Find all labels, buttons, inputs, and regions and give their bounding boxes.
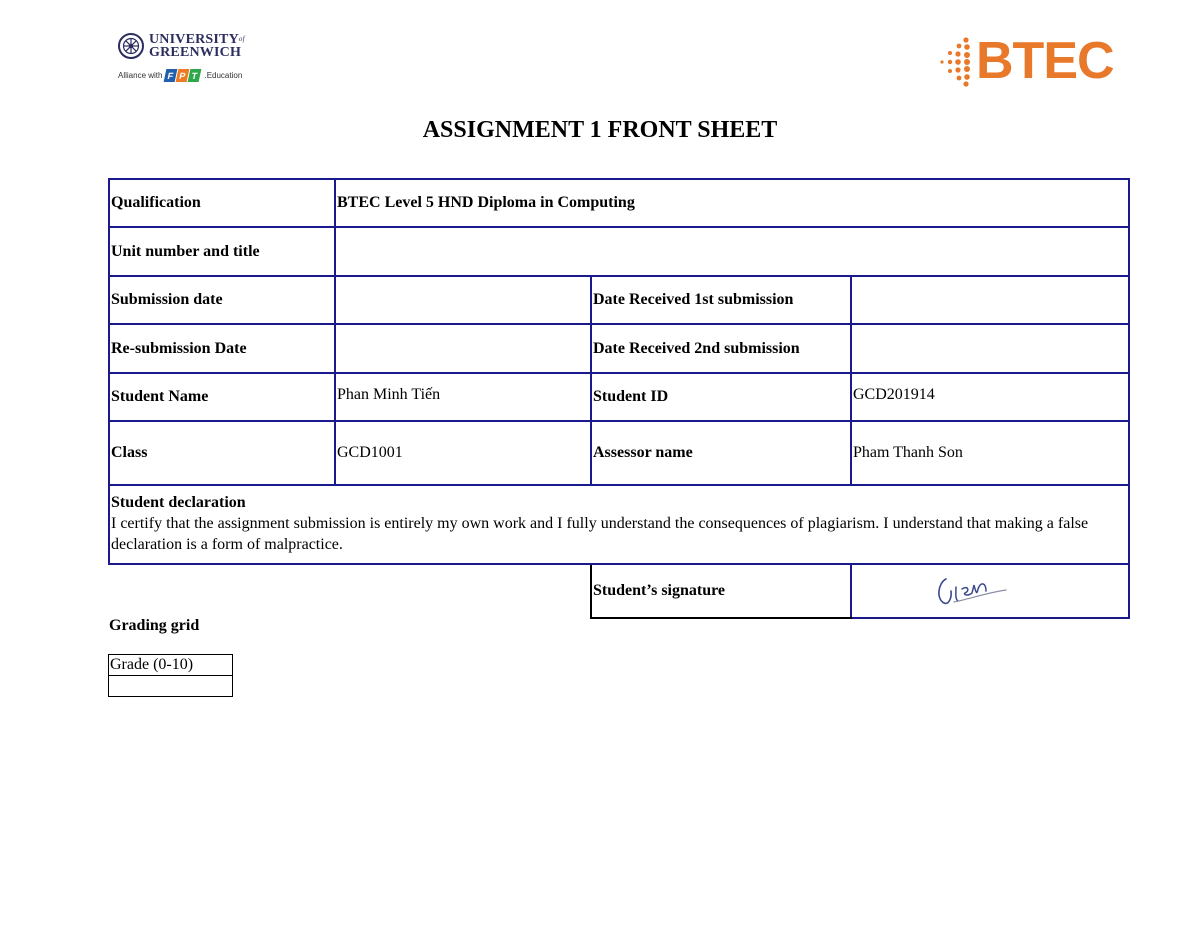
qualification-label: Qualification (109, 179, 335, 227)
greenwich-wordmark: $UNIVERSITY^{of}$ GREENWICH (149, 32, 245, 60)
row-student-name (109, 373, 1129, 421)
fpt-logo: F P T (165, 69, 201, 82)
front-sheet-table (108, 178, 1130, 619)
greenwich-logo (118, 33, 258, 95)
class-value: GCD1001 (335, 421, 591, 485)
student-id-value: GCD201914 (851, 373, 1129, 421)
row-declaration (109, 485, 1129, 564)
date-received-2-label: Date Received 2nd submission (591, 324, 851, 373)
student-declaration (109, 485, 1129, 564)
declaration-text: I certify that the assignment submission is entirely my own work and I fully understand the consequences of plagiarism. I understand that making a false declaration is a form of malpractice. (111, 515, 1089, 553)
submission-date-value (335, 276, 591, 324)
grading-grid-heading: Grading grid (109, 617, 200, 634)
grade-header-row (109, 655, 233, 676)
unit-value (335, 227, 1129, 276)
fpt-alliance-line: Alliance with F P T .Education (118, 70, 243, 81)
assessor-value: Pham Thanh Son (851, 421, 1129, 485)
signature-spacer (109, 564, 591, 618)
submission-date-label: Submission date (109, 276, 335, 324)
row-submission-date (109, 276, 1129, 324)
date-received-2-value (851, 324, 1129, 373)
signature-label: Student’s signature (591, 564, 851, 618)
row-unit (109, 227, 1129, 276)
grade-value-row (109, 676, 233, 697)
date-received-1-value (851, 276, 1129, 324)
student-name-value: Phan Minh Tiến (335, 373, 591, 421)
page-title: ASSIGNMENT 1 FRONT SHEET (422, 117, 778, 143)
btec-dots-icon (936, 36, 974, 88)
row-qualification (109, 179, 1129, 227)
grade-value (109, 676, 233, 697)
date-received-1-label: Date Received 1st submission (591, 276, 851, 324)
student-name-label: Student Name (109, 373, 335, 421)
resubmission-date-value (335, 324, 591, 373)
qualification-value: BTEC Level 5 HND Diploma in Computing (335, 179, 1129, 227)
class-label: Class (109, 421, 335, 485)
resubmission-date-label: Re-submission Date (109, 324, 335, 373)
btec-logo (936, 34, 1121, 92)
btec-wordmark: BTEC (976, 32, 1114, 90)
grade-label: Grade (0-10) (109, 655, 233, 676)
row-signature (109, 564, 1129, 618)
declaration-title: Student declaration (111, 494, 246, 511)
handwritten-signature (934, 571, 1024, 611)
signature-cell (851, 564, 1129, 618)
row-class (109, 421, 1129, 485)
assessor-label: Assessor name (591, 421, 851, 485)
student-id-label: Student ID (591, 373, 851, 421)
row-resubmission-date (109, 324, 1129, 373)
unit-label: Unit number and title (109, 227, 335, 276)
greenwich-seal-icon (118, 33, 144, 59)
grading-grid-table (108, 654, 233, 697)
